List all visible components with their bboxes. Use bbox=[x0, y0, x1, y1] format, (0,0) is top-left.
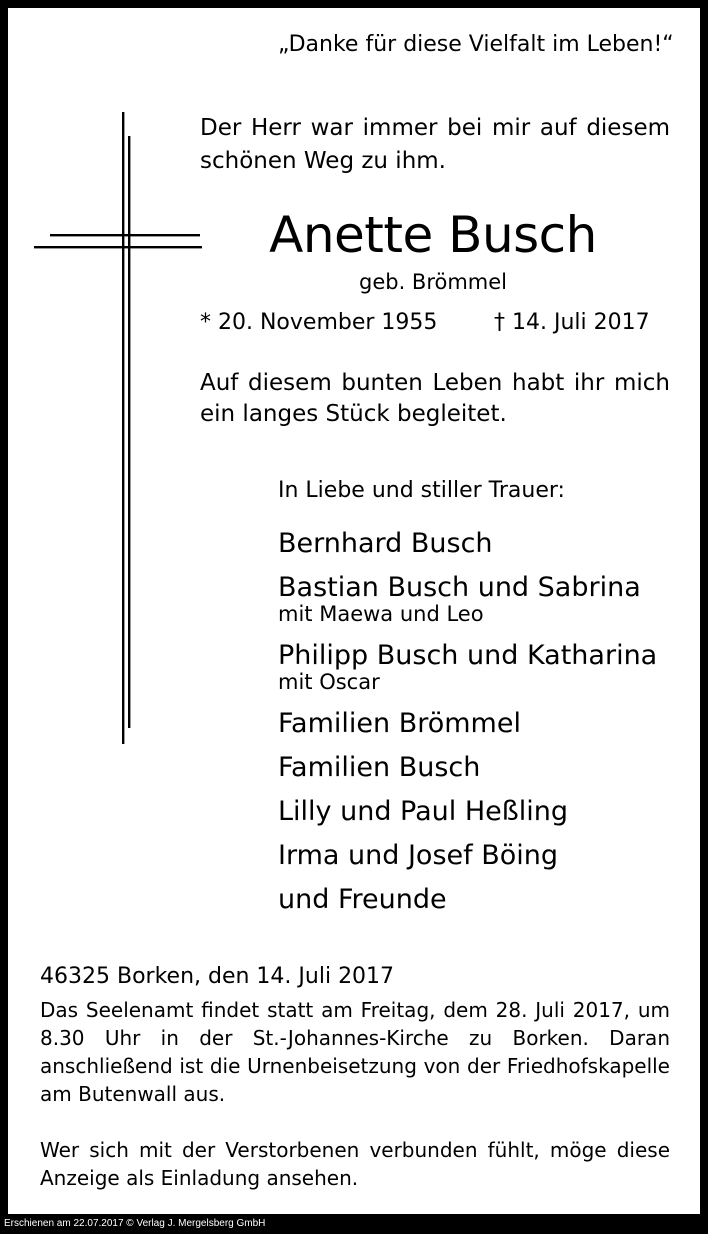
mourner-item bbox=[278, 790, 698, 834]
mourner-name: Irma und Josef Böing bbox=[278, 840, 559, 871]
mourning-line: In Liebe und stiller Trauer: bbox=[278, 478, 565, 503]
mourner-item bbox=[278, 522, 698, 566]
mourner-item bbox=[278, 702, 698, 746]
mourners-list bbox=[278, 522, 698, 922]
mourner-item bbox=[278, 746, 698, 790]
deceased-name: Anette Busch bbox=[269, 206, 597, 264]
announcement-invitation: Wer sich mit der Verstorbenen verbunden fühlt, möge diese Anzeige als Einladung ansehen. bbox=[40, 1138, 670, 1190]
mourner-name: Bernhard Busch bbox=[278, 528, 493, 559]
mourner-name: Bastian Busch und Sabrina bbox=[278, 572, 641, 603]
mourner-sub: mit Maewa und Leo bbox=[278, 602, 484, 626]
mourner-item bbox=[278, 634, 698, 692]
motto-quote: „Danke für diese Vielfalt im Leben!“ bbox=[278, 32, 674, 57]
place-date: 46325 Borken, den 14. Juli 2017 bbox=[40, 964, 395, 989]
mourner-item bbox=[278, 566, 698, 624]
mourner-sub: mit Oscar bbox=[278, 670, 380, 694]
mourner-item bbox=[278, 834, 698, 878]
death-date: † 14. Juli 2017 bbox=[494, 310, 650, 335]
mourner-name: Philipp Busch und Katharina bbox=[278, 640, 658, 671]
obituary-notice bbox=[8, 8, 700, 1214]
mourner-name: Familien Busch bbox=[278, 752, 481, 783]
mourner-name: Familien Brömmel bbox=[278, 708, 521, 739]
mourner-item bbox=[278, 878, 698, 922]
maiden-name: geb. Brömmel bbox=[358, 270, 508, 294]
announcement-funeral: Das Seelenamt findet statt am Freitag, dem 28. Juli 2017, um 8.30 Uhr in der St.-Johannes-Kirche zu Borken. Daran anschließend ist die Urnenbeisetzung von der Friedhofskapelle am Butenwall aus. bbox=[40, 998, 670, 1106]
publication-footer: Erschienen am 22.07.2017 © Verlag J. Mergelsberg GmbH bbox=[4, 1218, 266, 1229]
mourner-name: und Freunde bbox=[278, 884, 447, 915]
birth-date: * 20. November 1955 bbox=[200, 310, 438, 335]
psalm-text: Der Herr war immer bei mir auf diesem schönen Weg zu ihm. bbox=[200, 115, 670, 174]
cross-icon bbox=[32, 112, 202, 744]
verse-text: Auf diesem bunten Leben habt ihr mich ein langes Stück begleitet. bbox=[200, 370, 670, 427]
mourner-name: Lilly und Paul Heßling bbox=[278, 796, 569, 827]
